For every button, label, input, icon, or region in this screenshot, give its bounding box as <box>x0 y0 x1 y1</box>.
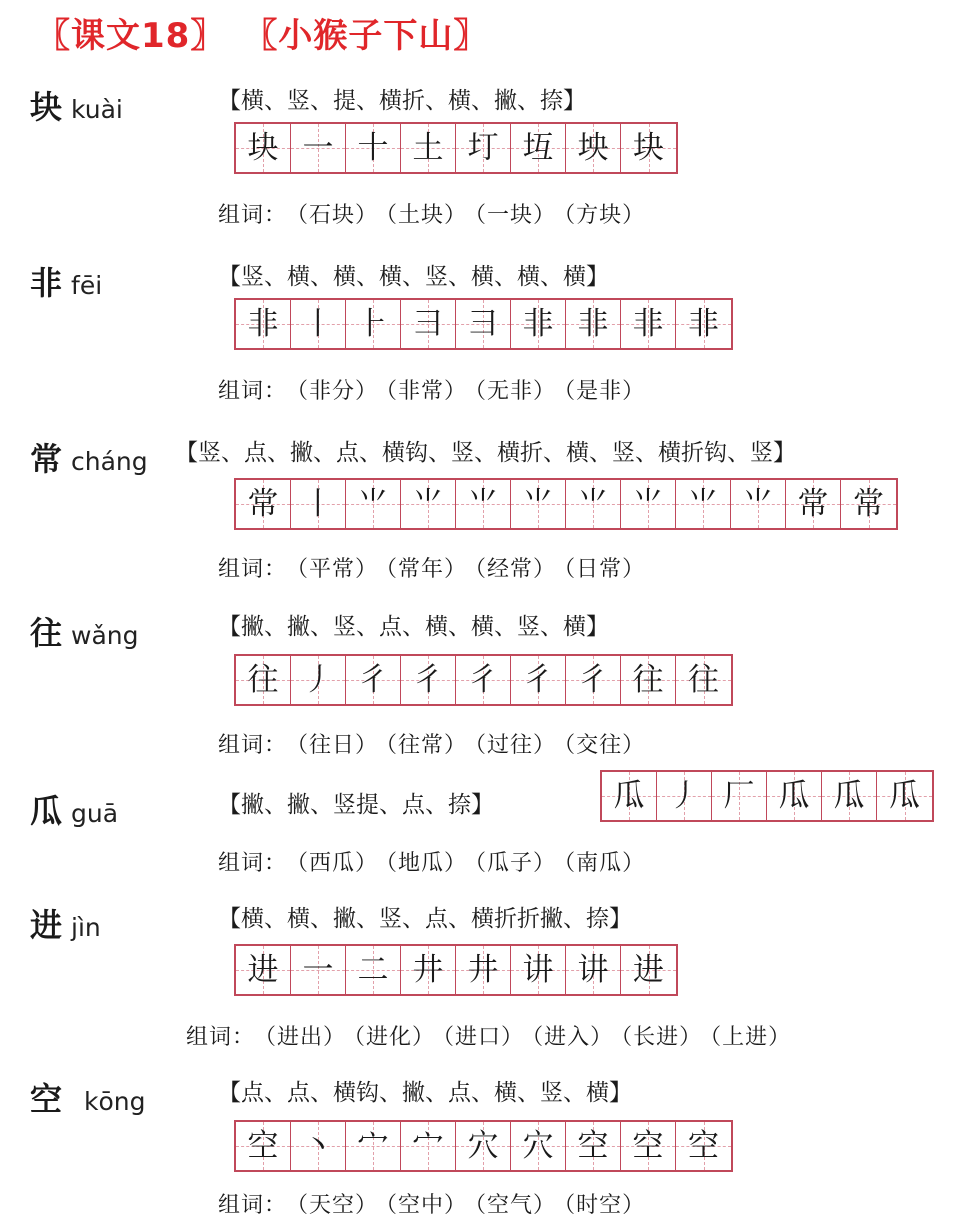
stroke-step-cell <box>621 124 676 172</box>
word-item: （土块） <box>386 203 468 228</box>
stroke-step-glyph: 进 <box>633 951 664 988</box>
stroke-order: 【撇、撇、竖、点、横、横、竖、横】 <box>218 614 609 640</box>
word-item: （是非） <box>564 379 646 404</box>
stroke-step-cell <box>841 480 896 528</box>
stroke-step-glyph: ⺌ <box>522 485 554 522</box>
stroke-step-cell <box>621 480 676 528</box>
stroke-step-glyph: 空 <box>688 1127 719 1164</box>
stroke-step-cell <box>566 480 621 528</box>
words-label: 组词： <box>218 1193 288 1218</box>
stroke-step-glyph: 井 <box>467 951 499 988</box>
stroke-step-cell <box>401 300 456 348</box>
stroke-step-cell <box>401 946 456 994</box>
pinyin: kuài <box>71 95 123 124</box>
stroke-step-glyph: 土 <box>412 129 444 166</box>
word-item: （无非） <box>475 379 557 404</box>
stroke-step-cell <box>291 946 346 994</box>
word-item: （长进） <box>621 1025 703 1050</box>
stroke-step-glyph: 丿 <box>302 661 334 698</box>
char-heading <box>30 608 139 654</box>
word-item: （经常） <box>475 557 557 582</box>
stroke-step-cell <box>346 946 401 994</box>
stroke-step-glyph: 一 <box>302 129 334 166</box>
stroke-step-glyph: 空 <box>577 1127 609 1164</box>
pinyin: cháng <box>71 447 148 476</box>
stroke-step-cell <box>401 656 456 704</box>
stroke-step-glyph: 丿 <box>668 777 700 814</box>
stroke-step-cell <box>236 1122 291 1170</box>
word-item: （往常） <box>386 733 468 758</box>
words-label: 组词： <box>218 851 288 876</box>
pinyin: wǎng <box>71 621 139 650</box>
stroke-step-glyph: 非 <box>247 305 279 342</box>
stroke-step-glyph: ⺌ <box>632 485 664 522</box>
stroke-step-cell <box>621 1122 676 1170</box>
stroke-grid <box>234 478 898 530</box>
character: 常 <box>30 440 63 478</box>
stroke-step-cell <box>877 772 932 820</box>
stroke-step-glyph: 常 <box>797 485 829 522</box>
stroke-step-glyph: 往 <box>688 661 719 698</box>
stroke-step-cell <box>566 1122 621 1170</box>
stroke-step-cell <box>566 300 621 348</box>
word-item: （进口） <box>443 1025 525 1050</box>
word-item: （西瓜） <box>297 851 379 876</box>
word-item: （进出） <box>265 1025 347 1050</box>
stroke-order: 【横、竖、提、横折、横、撇、捺】 <box>218 88 586 114</box>
word-item: （交往） <box>564 733 646 758</box>
stroke-step-cell <box>511 1122 566 1170</box>
stroke-step-glyph: 一 <box>302 951 334 988</box>
word-list <box>218 198 653 229</box>
word-list <box>218 728 653 759</box>
stroke-step-glyph: 坱 <box>577 129 609 166</box>
stroke-step-glyph: 讲 <box>522 951 554 988</box>
stroke-step-cell <box>822 772 877 820</box>
stroke-step-glyph: 空 <box>632 1127 664 1164</box>
stroke-step-cell <box>767 772 822 820</box>
stroke-step-cell <box>236 300 291 348</box>
stroke-step-glyph: 块 <box>633 129 664 166</box>
stroke-order: 【竖、点、撇、点、横钩、竖、横折、横、竖、横折钩、竖】 <box>175 440 796 466</box>
stroke-step-glyph: ⺌ <box>687 485 719 522</box>
word-item: （一块） <box>475 203 557 228</box>
stroke-step-glyph: 往 <box>632 661 664 698</box>
char-heading <box>30 82 123 128</box>
stroke-step-cell <box>236 480 291 528</box>
words-label: 组词： <box>218 203 288 228</box>
stroke-step-glyph: 二 <box>357 951 389 988</box>
word-item: （过往） <box>475 733 557 758</box>
stroke-step-cell <box>346 1122 401 1170</box>
stroke-step-glyph: ⺌ <box>577 485 609 522</box>
character: 非 <box>30 264 63 302</box>
stroke-step-glyph: 彳 <box>357 661 389 698</box>
word-item: （平常） <box>297 557 379 582</box>
stroke-step-glyph: ⺌ <box>357 485 389 522</box>
stroke-step-cell <box>712 772 767 820</box>
character: 空 <box>30 1080 63 1118</box>
stroke-step-glyph: 十 <box>357 129 389 166</box>
stroke-step-cell <box>621 656 676 704</box>
word-item: （石块） <box>297 203 379 228</box>
stroke-step-glyph: 常 <box>853 485 884 522</box>
stroke-step-cell <box>346 480 401 528</box>
stroke-step-glyph: 瓜 <box>778 777 810 814</box>
stroke-step-cell <box>236 124 291 172</box>
stroke-step-glyph: 圢 <box>467 129 499 166</box>
stroke-step-cell <box>566 124 621 172</box>
stroke-step-glyph: 丨 <box>302 305 334 342</box>
stroke-step-cell <box>511 946 566 994</box>
char-heading <box>30 900 101 946</box>
stroke-step-glyph: 进 <box>247 951 279 988</box>
stroke-step-cell <box>291 480 346 528</box>
pinyin: jìn <box>71 913 101 942</box>
char-heading <box>30 258 102 304</box>
word-item: （地瓜） <box>386 851 468 876</box>
stroke-step-glyph: 非 <box>632 305 664 342</box>
stroke-step-cell <box>346 300 401 348</box>
stroke-step-glyph: ⺕ <box>412 305 444 342</box>
word-item: （空气） <box>475 1193 557 1218</box>
char-heading <box>30 1074 146 1120</box>
stroke-step-cell <box>401 1122 456 1170</box>
words-label: 组词： <box>218 733 288 758</box>
stroke-order: 【点、点、横钩、撇、点、横、竖、横】 <box>218 1080 632 1106</box>
stroke-step-glyph: 瓜 <box>613 777 645 814</box>
word-item: （非分） <box>297 379 379 404</box>
stroke-step-cell <box>456 300 511 348</box>
words-label: 组词： <box>218 379 288 404</box>
word-list <box>218 374 653 405</box>
stroke-step-cell <box>602 772 657 820</box>
stroke-step-glyph: 瓜 <box>889 777 920 814</box>
stroke-step-glyph: 彳 <box>412 661 444 698</box>
stroke-step-cell <box>566 656 621 704</box>
character: 瓜 <box>30 792 63 830</box>
stroke-step-glyph: ⺌ <box>412 485 444 522</box>
pinyin: guā <box>71 799 119 828</box>
stroke-step-glyph: 彳 <box>522 661 554 698</box>
character: 往 <box>30 614 63 652</box>
stroke-step-glyph: 彳 <box>467 661 499 698</box>
stroke-grid <box>600 770 934 822</box>
stroke-step-glyph: 丶 <box>302 1127 334 1164</box>
stroke-grid <box>234 298 733 350</box>
stroke-step-glyph: 非 <box>522 305 554 342</box>
word-item: （空中） <box>386 1193 468 1218</box>
stroke-step-cell <box>346 124 401 172</box>
word-item: （南瓜） <box>564 851 646 876</box>
stroke-step-cell <box>676 480 731 528</box>
stroke-step-cell <box>621 300 676 348</box>
stroke-step-cell <box>456 656 511 704</box>
word-item: （日常） <box>564 557 646 582</box>
stroke-step-cell <box>456 946 511 994</box>
stroke-step-cell <box>511 480 566 528</box>
stroke-step-glyph: 常 <box>247 485 279 522</box>
character: 块 <box>30 88 63 126</box>
stroke-step-glyph: 往 <box>247 661 279 698</box>
word-item: （上进） <box>710 1025 792 1050</box>
word-item: （方块） <box>564 203 646 228</box>
stroke-step-cell <box>236 946 291 994</box>
stroke-step-cell <box>731 480 786 528</box>
stroke-step-cell <box>676 1122 731 1170</box>
stroke-step-glyph: ⺕ <box>467 305 499 342</box>
stroke-order: 【横、横、撇、竖、点、横折折撇、捺】 <box>218 906 632 932</box>
stroke-step-glyph: 非 <box>577 305 609 342</box>
stroke-step-cell <box>566 946 621 994</box>
stroke-step-glyph: 瓜 <box>833 777 865 814</box>
word-item: （往日） <box>297 733 379 758</box>
word-list <box>218 1188 653 1219</box>
words-label: 组词： <box>186 1025 256 1050</box>
stroke-step-cell <box>511 300 566 348</box>
stroke-step-cell <box>657 772 712 820</box>
stroke-step-glyph: 彳 <box>577 661 609 698</box>
stroke-step-cell <box>676 656 731 704</box>
word-item: （进化） <box>354 1025 436 1050</box>
stroke-grid <box>234 944 678 996</box>
stroke-step-glyph: 穴 <box>467 1127 499 1164</box>
stroke-step-glyph: 穴 <box>522 1127 554 1164</box>
word-list <box>218 846 653 877</box>
stroke-step-cell <box>511 656 566 704</box>
char-heading <box>30 434 148 480</box>
pinyin: fēi <box>71 271 103 300</box>
stroke-step-glyph: 块 <box>247 129 279 166</box>
lesson-title <box>36 8 488 57</box>
stroke-order: 【竖、横、横、横、竖、横、横、横】 <box>218 264 609 290</box>
stroke-step-glyph: ⺌ <box>467 485 499 522</box>
stroke-step-glyph: 讲 <box>577 951 609 988</box>
stroke-step-cell <box>456 124 511 172</box>
stroke-step-cell <box>456 480 511 528</box>
stroke-step-glyph: ⺌ <box>742 485 774 522</box>
stroke-grid <box>234 1120 733 1172</box>
stroke-step-glyph: 空 <box>247 1127 279 1164</box>
char-heading <box>30 786 118 832</box>
stroke-step-glyph: 丨 <box>302 485 334 522</box>
stroke-step-cell <box>291 124 346 172</box>
stroke-step-glyph: 宀 <box>412 1127 444 1164</box>
words-label: 组词： <box>218 557 288 582</box>
stroke-step-cell <box>401 124 456 172</box>
stroke-step-cell <box>401 480 456 528</box>
stroke-step-cell <box>621 946 676 994</box>
lesson-number: 〖课文18〗 <box>36 16 226 56</box>
word-item: （天空） <box>297 1193 379 1218</box>
stroke-grid <box>234 654 733 706</box>
stroke-step-glyph: 宀 <box>357 1127 389 1164</box>
stroke-step-cell <box>291 1122 346 1170</box>
word-list <box>218 552 653 583</box>
word-item: （进入） <box>532 1025 614 1050</box>
stroke-order: 【撇、撇、竖提、点、捺】 <box>218 792 494 818</box>
stroke-step-glyph: 井 <box>412 951 444 988</box>
stroke-step-cell <box>346 656 401 704</box>
stroke-step-glyph: 厂 <box>723 777 755 814</box>
stroke-step-cell <box>786 480 841 528</box>
character: 进 <box>30 906 63 944</box>
stroke-step-cell <box>511 124 566 172</box>
stroke-step-cell <box>676 300 731 348</box>
stroke-step-cell <box>456 1122 511 1170</box>
lesson-name: 〖小猴子下山〗 <box>243 16 489 56</box>
word-item: （时空） <box>564 1193 646 1218</box>
stroke-grid <box>234 122 678 174</box>
stroke-step-glyph: 坘 <box>522 129 554 166</box>
stroke-step-glyph: 非 <box>688 305 719 342</box>
word-item: （常年） <box>386 557 468 582</box>
stroke-step-cell <box>291 656 346 704</box>
word-list <box>186 1020 799 1051</box>
pinyin: kōng <box>84 1087 146 1116</box>
stroke-step-cell <box>291 300 346 348</box>
word-item: （非常） <box>386 379 468 404</box>
stroke-step-cell <box>236 656 291 704</box>
word-item: （瓜子） <box>475 851 557 876</box>
stroke-step-glyph: ⺊ <box>357 305 389 342</box>
